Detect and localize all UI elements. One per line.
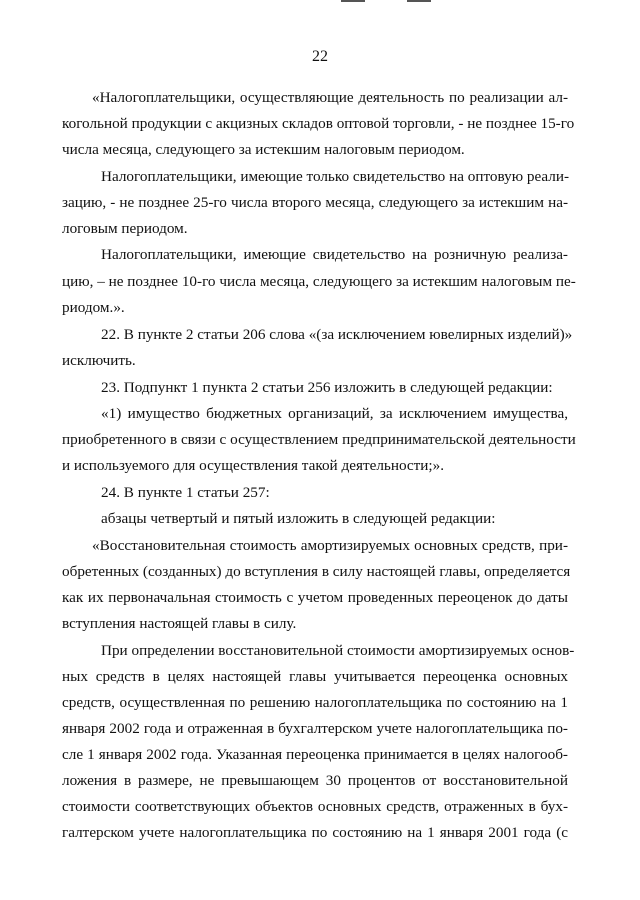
text-line: числа месяца, следующего за истекшим налоговым периодом. [62, 141, 465, 158]
text-line: галтерском учете налогоплательщика по состоянию на 1 января 2001 года (с [62, 824, 568, 841]
text-line: «1) имущество бюджетных организаций, за исключением имущества, [101, 405, 568, 422]
text-line: зацию, - не позднее 25-го числа второго месяца, следующего за истекшим на- [62, 194, 568, 211]
text-line: Налогоплательщики, имеющие только свидетельство на оптовую реали- [101, 168, 570, 185]
text-line: абзацы четвертый и пятый изложить в следующей редакции: [101, 510, 496, 527]
text-line: 24. В пункте 1 статьи 257: [101, 484, 270, 501]
page-number: 22 [312, 48, 328, 65]
text-line: логовым периодом. [62, 220, 188, 237]
text-line: исключить. [62, 352, 136, 369]
scan-edge-mark [407, 0, 431, 2]
text-line: стоимости соответствующих объектов основных средств, отраженных в бух- [62, 798, 568, 815]
text-line: 22. В пункте 2 статьи 206 слова «(за исключением ювелирных изделий)» [101, 326, 573, 343]
text-line: и используемого для осуществления такой деятельности;». [62, 457, 445, 474]
text-line: 23. Подпункт 1 пункта 2 статьи 256 изложить в следующей редакции: [101, 379, 553, 396]
text-line: обретенных (созданных) до вступления в силу настоящей главы, определяется [62, 563, 571, 580]
text-line: ложения в размере, не превышающем 30 процентов от восстановительной [62, 772, 568, 789]
text-line: «Налогоплательщики, осуществляющие деятельность по реализации ал- [92, 89, 568, 106]
text-line: средств, осуществленная по решению налогоплательщика по состоянию на 1 [62, 694, 568, 711]
text-line: сле 1 января 2002 года. Указанная переоценка принимается в целях налогооб- [62, 746, 568, 763]
text-line: При определении восстановительной стоимости амортизируемых основ- [101, 642, 575, 659]
text-line: вступления настоящей главы в силу. [62, 615, 297, 632]
text-line: ных средств в целях настоящей главы учитывается переоценка основных [62, 668, 568, 685]
text-line: Налогоплательщики, имеющие свидетельство на розничную реализа- [101, 246, 568, 263]
text-line: приобретенного в связи с осуществлением предпринимательской деятельности [62, 431, 576, 448]
text-line: риодом.». [62, 299, 125, 316]
text-line: цию, – не позднее 10-го числа месяца, следующего за истекшим налоговым пе- [62, 273, 576, 290]
text-line: января 2002 года и отраженная в бухгалтерском учете налогоплательщика по- [62, 720, 568, 737]
text-line: «Восстановительная стоимость амортизируемых основных средств, при- [92, 537, 568, 554]
scan-edge-mark [341, 0, 365, 2]
text-line: как их первоначальная стоимость с учетом проведенных переоценок до даты [62, 589, 568, 606]
text-line: когольной продукции с акцизных складов оптовой торговли, - не позднее 15-го [62, 115, 575, 132]
